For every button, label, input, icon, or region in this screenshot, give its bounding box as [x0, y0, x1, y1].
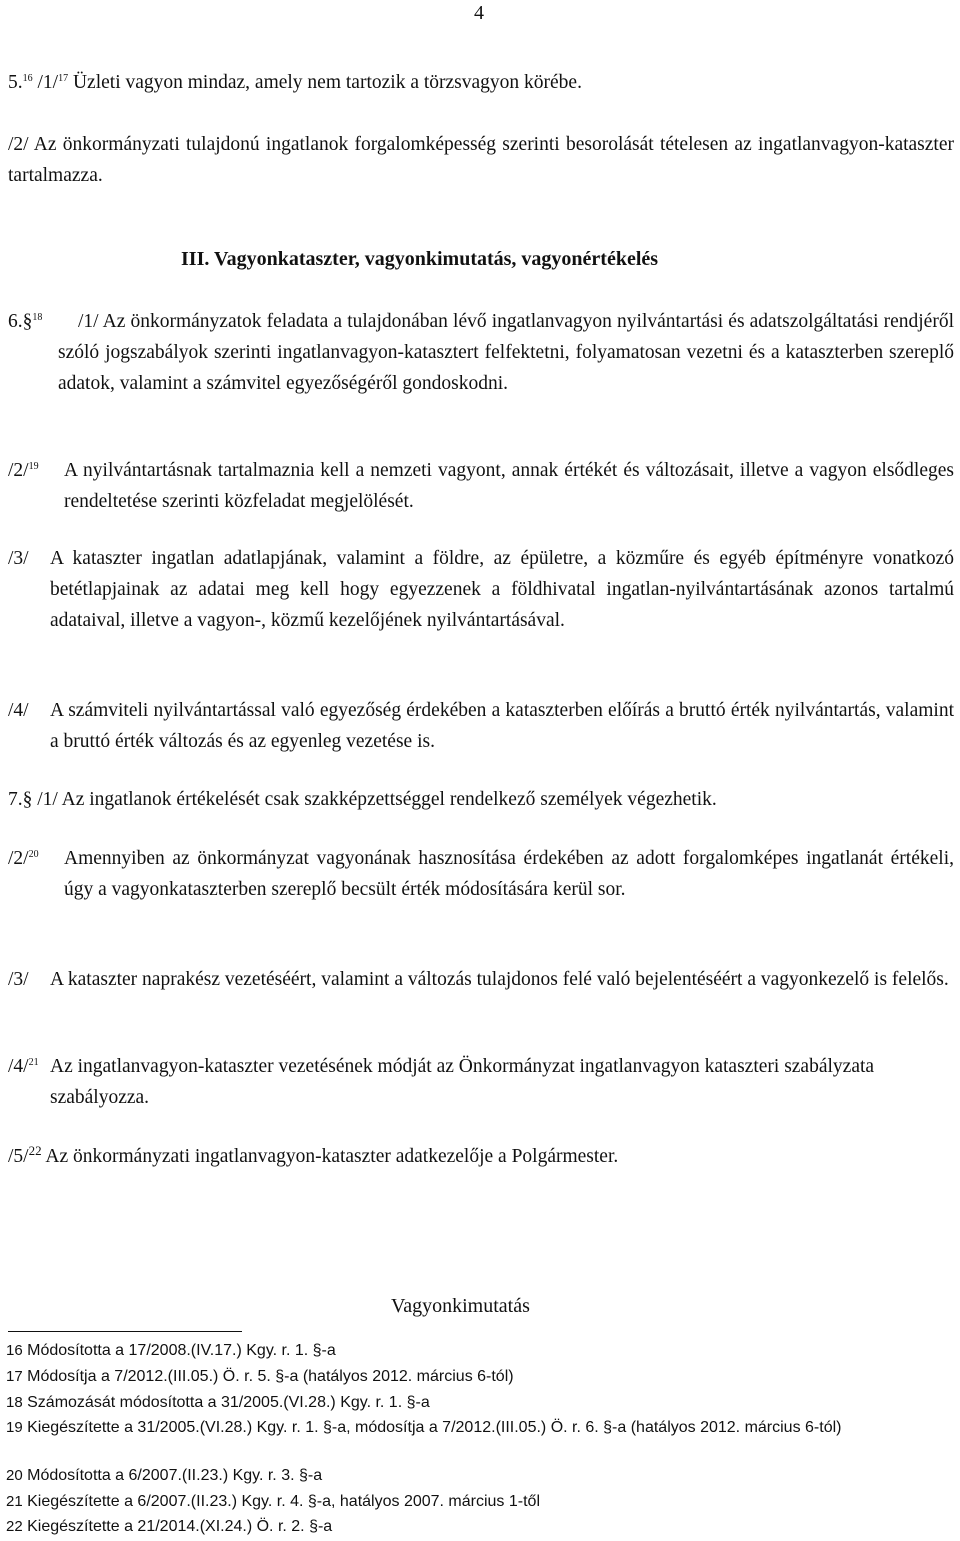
footnote-number: 19 [6, 1419, 23, 1436]
paragraph-text: /1/ Az önkormányzatok feladata a tulajdonában lévő ingatlanvagyon nyilvántartási és adatszolgáltatási rendjéről szóló jogszabályok szerinti ingatlanvagyon-katasztert felfektetni, folyamatosan vezetni és a kataszterben szereplő adatok, valamint a számvitel egyezőségéről gondoskodni. [58, 311, 954, 394]
footnote-separator [8, 1331, 242, 1332]
footnote-text: Módosítja a 7/2012.(III.05.) Ö. r. 5. §-a (hatályos 2012. március 6-tól) [22, 1368, 514, 1385]
footnote-item [6, 1340, 906, 1362]
footnote-number: 16 [6, 1342, 23, 1359]
section-number: 5. [8, 72, 23, 93]
footnote-text: Kiegészítette a 21/2014.(XI.24.) Ö. r. 2. §-a [22, 1518, 333, 1535]
paragraph-5-2: /2/ Az önkormányzati tulajdonú ingatlanok forgalomképesség szerinti besorolását tételesen az ingatlanvagyon-kataszter tartalmazza. [8, 134, 954, 186]
footnote-item [6, 1417, 906, 1439]
page-number: 4 [474, 2, 484, 24]
paragraph-number: /5/ [8, 1146, 29, 1167]
footnote-ref: 22 [28, 1143, 42, 1158]
paragraph-number: /2/$^{20}$ [8, 848, 39, 869]
footnote-item [6, 1491, 906, 1513]
footnote-number: 21 [6, 1493, 23, 1510]
paragraph-7-3: A kataszter naprakész vezetéséért, valamint a változás tulajdonos felé való bejelentéséért a vagyonkezelő is felelős. [50, 969, 949, 990]
paragraph-number: /1/ [32, 72, 59, 93]
footnote-item [6, 1392, 906, 1414]
paragraph-5-1 [8, 67, 948, 98]
paragraph-6-3: A kataszter ingatlan adatlapjának, valamint a földre, az épületre, a közműre és egyéb építményre vonatkozó betétlapjainak az adatai meg kell hogy egyezzenek a földhivatal ingatlan-nyilvántartásának azonos tartalmú adataival, illetve a vagyon-, közmű kezelőjének nyilvántartásával. [50, 548, 954, 631]
paragraph-text: Üzleti vagyon mindaz, amely nem tartozik a törzsvagyon körébe. [68, 72, 582, 93]
footnote-text: Módosította a 17/2008.(IV.17.) Kgy. r. 1. §-a [22, 1342, 336, 1359]
footnote-ref: 17 [58, 73, 69, 84]
paragraph-7-4: Az ingatlanvagyon-kataszter vezetésének módját az Önkormányzat ingatlanvagyon kataszteri szabályzata szabályozza. [50, 1056, 875, 1108]
footnote-text: Módosította a 6/2007.(II.23.) Kgy. r. 3. §-a [22, 1467, 323, 1484]
paragraph-7-1: 7.§ /1/ Az ingatlanok értékelését csak szakképzettséggel rendelkező személyek végezhetik. [8, 789, 717, 810]
footnote-item [6, 1516, 906, 1538]
section-heading: III. Vagyonkataszter, vagyonkimutatás, vagyonértékelés [181, 248, 659, 270]
footnote-text: Kiegészítette a 31/2005.(VI.28.) Kgy. r. 1. §-a, módosítja a 7/2012.(III.05.) Ö. r. 6. §-a (hatályos 2012. március 6-tól) [22, 1419, 842, 1436]
footnote-item [6, 1465, 906, 1487]
footnote-ref: 18 [32, 312, 43, 323]
paragraph-number: /3/ [8, 548, 29, 569]
footnote-number: 18 [6, 1394, 23, 1411]
sub-heading: Vagyonkimutatás [391, 1295, 530, 1317]
footnote-ref: 19 [28, 461, 39, 472]
paragraph-number: /3/ [8, 969, 29, 990]
section-number: 6.§$^{18}$ [8, 311, 43, 332]
paragraph-6-2: A nyilvántartásnak tartalmaznia kell a nemzeti vagyont, annak értékét és változásait, illetve a vagyon elsődleges rendeltetése szerinti közfeladat megjelölését. [64, 460, 954, 512]
footnote-ref: 16 [22, 73, 33, 84]
footnote-number: 17 [6, 1368, 23, 1385]
footnote-text: Kiegészítette a 6/2007.(II.23.) Kgy. r. 4. §-a, hatályos 2007. március 1-től [22, 1493, 540, 1510]
footnote-text: Számozását módosította a 31/2005.(VI.28.) Kgy. r. 1. §-a [22, 1394, 430, 1411]
paragraph-text: Az önkormányzati ingatlanvagyon-kataszter adatkezelője a Polgármester. [45, 1146, 619, 1167]
paragraph-number: /4/ [8, 700, 29, 721]
paragraph-6-1 [58, 306, 954, 399]
paragraph-7-5 [8, 1141, 954, 1172]
footnote-ref: 21 [28, 1057, 39, 1068]
paragraph-6-4: A számviteli nyilvántartással való egyezőség érdekében a kataszterben előírás a bruttó érték nyilvántartás, valamint a bruttó érték változás és az egyenleg vezetése is. [50, 700, 954, 752]
paragraph-7-2: Amennyiben az önkormányzat vagyonának hasznosítása érdekében az adott forgalomképes ingatlanát értékeli, úgy a vagyonkataszterben szereplő becsült érték módosítására kerül sor. [64, 848, 954, 900]
paragraph-number: /4/$^{21}$ [8, 1056, 39, 1077]
footnote-number: 22 [6, 1518, 23, 1535]
paragraph-number: /2/$^{19}$ [8, 460, 39, 481]
footnote-number: 20 [6, 1467, 23, 1484]
footnote-item [6, 1366, 906, 1388]
footnote-ref: 20 [28, 849, 39, 860]
